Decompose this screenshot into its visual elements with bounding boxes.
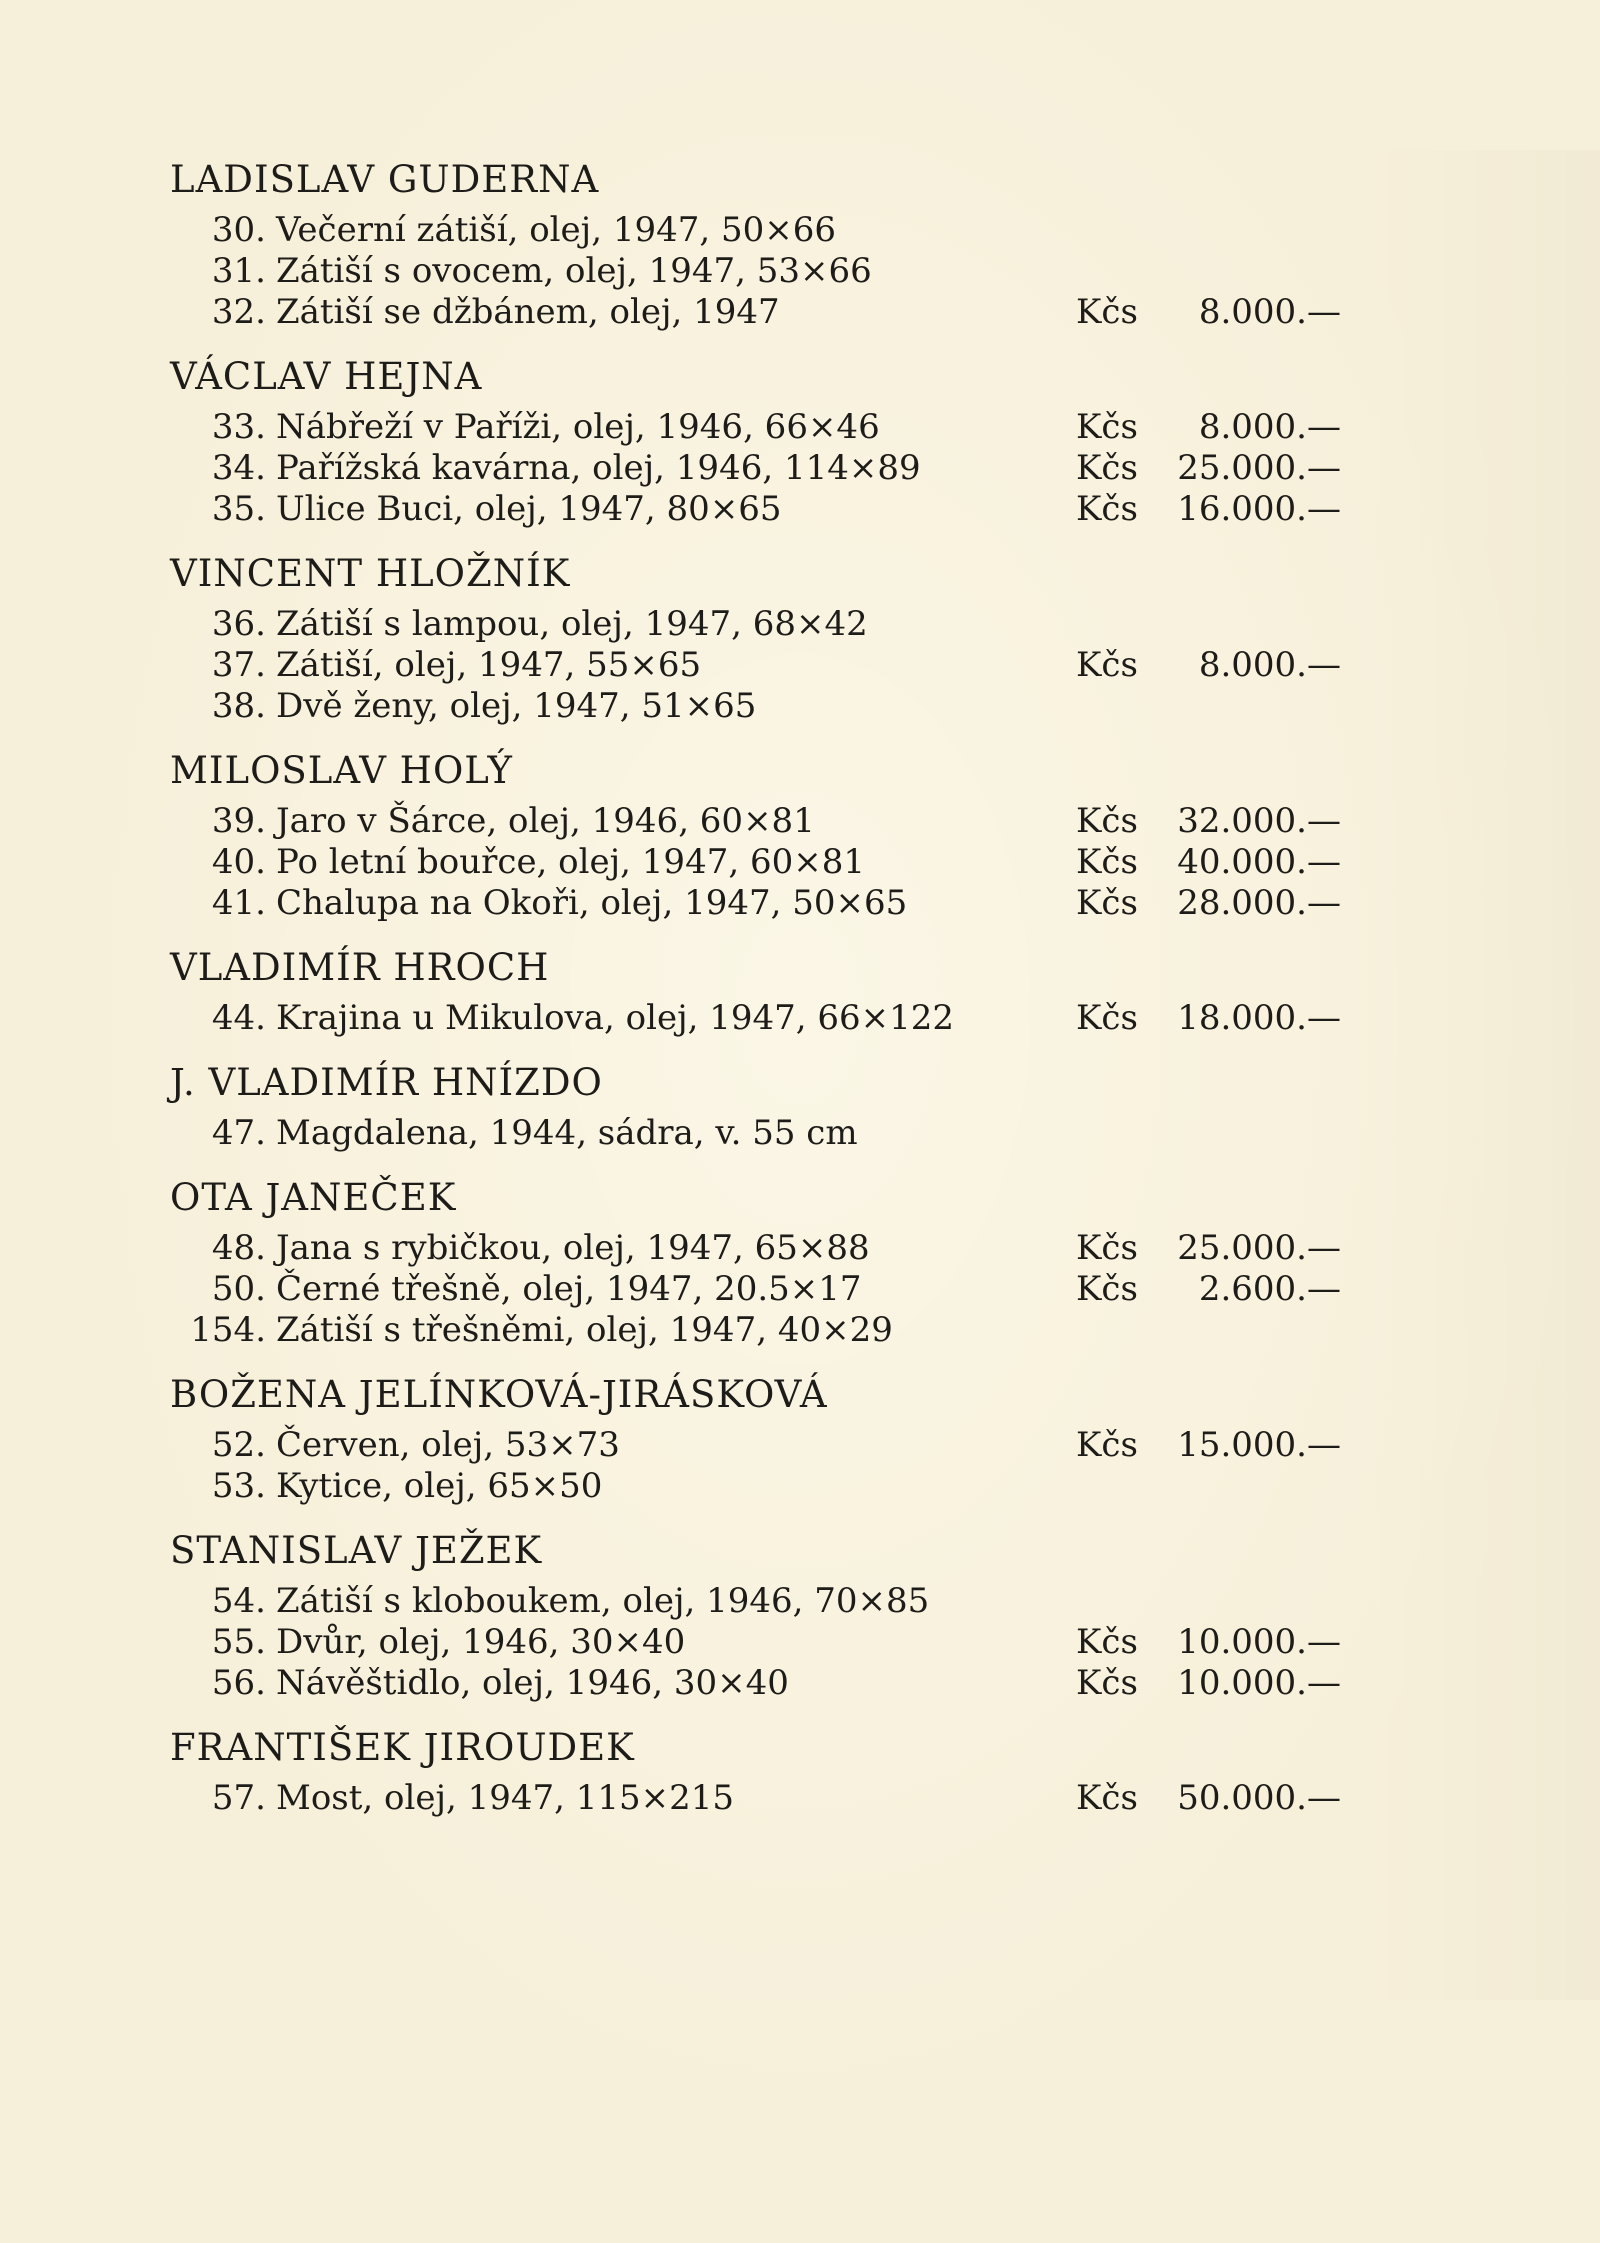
artwork-entry: [190, 1581, 1420, 1622]
artwork-entry: [190, 407, 1420, 448]
artwork-description: Zátiší s třešněmi, olej, 1947, 40×29: [276, 1310, 893, 1350]
price-amount: 8.000.—: [1198, 292, 1341, 332]
artwork-description: Dvě ženy, olej, 1947, 51×65: [276, 686, 757, 726]
artwork-description: Ulice Buci, olej, 1947, 80×65: [276, 489, 782, 529]
catalog-number: 41.: [211, 883, 266, 923]
catalog-number: 44.: [211, 998, 266, 1038]
artwork-description: Most, olej, 1947, 115×215: [276, 1778, 735, 1818]
artwork-description: Dvůr, olej, 1946, 30×40: [276, 1622, 686, 1662]
artwork-entry: [190, 998, 1420, 1039]
price-amount: 2.600.—: [1198, 1269, 1341, 1309]
artwork-description: Magdalena, 1944, sádra, v. 55 cm: [276, 1113, 858, 1153]
catalog-number: 35.: [211, 489, 266, 529]
artwork-list: [170, 604, 1420, 727]
artist-section: [170, 552, 1420, 727]
artwork-entry: [190, 1228, 1420, 1269]
price-amount: 16.000.—: [1177, 489, 1341, 529]
catalog-number: 40.: [211, 842, 266, 882]
price-amount: 32.000.—: [1177, 801, 1341, 841]
artwork-description: Kytice, olej, 65×50: [276, 1466, 603, 1506]
price-amount: 10.000.—: [1177, 1622, 1341, 1662]
artwork-entry: [190, 842, 1420, 883]
artwork-description: Jana s rybičkou, olej, 1947, 65×88: [276, 1228, 870, 1268]
artwork-entry: [190, 1113, 1420, 1154]
catalog-number: 57.: [211, 1778, 266, 1818]
artist-name: VLADIMÍR HROCH: [170, 946, 550, 989]
artwork-description: Černé třešně, olej, 1947, 20.5×17: [276, 1269, 862, 1309]
catalog-number: 47.: [211, 1113, 266, 1153]
price-amount: 25.000.—: [1177, 1228, 1341, 1268]
artwork-entry: [190, 1269, 1420, 1310]
catalog-number: 32.: [211, 292, 266, 332]
artwork-entry: [190, 645, 1420, 686]
artist-section: [170, 1529, 1420, 1704]
artwork-entry: [190, 801, 1420, 842]
catalog-number: 37.: [211, 645, 266, 685]
catalog-number: 34.: [211, 448, 266, 488]
artist-section: [170, 355, 1420, 530]
artwork-description: Po letní bouřce, olej, 1947, 60×81: [276, 842, 865, 882]
artist-section: [170, 749, 1420, 924]
artwork-list: [170, 801, 1420, 924]
catalog-number: 31.: [211, 251, 266, 291]
artwork-description: Návěštidlo, olej, 1946, 30×40: [276, 1663, 789, 1703]
price-amount: 10.000.—: [1177, 1663, 1341, 1703]
artwork-entry: [190, 210, 1420, 251]
catalog-number: 50.: [211, 1269, 266, 1309]
price-currency: Kčs: [1076, 489, 1138, 529]
price-currency: Kčs: [1076, 1228, 1138, 1268]
artwork-description: Zátiší se džbánem, olej, 1947: [276, 292, 780, 332]
catalog-number: 54.: [211, 1581, 266, 1621]
catalog-number: 55.: [211, 1622, 266, 1662]
artist-section: [170, 1726, 1420, 1819]
artwork-list: [170, 1113, 1420, 1154]
price-amount: 40.000.—: [1177, 842, 1341, 882]
artwork-description: Červen, olej, 53×73: [276, 1425, 620, 1465]
artist-name: MILOSLAV HOLÝ: [170, 749, 513, 792]
catalog-number: 30.: [211, 210, 266, 250]
artist-name: VÁCLAV HEJNA: [170, 355, 483, 398]
artist-name: VINCENT HLOŽNÍK: [170, 552, 571, 595]
artist-name: FRANTIŠEK JIROUDEK: [170, 1726, 635, 1769]
artwork-entry: [190, 292, 1420, 333]
artwork-description: Zátiší s lampou, olej, 1947, 68×42: [276, 604, 868, 644]
artwork-description: Krajina u Mikulova, olej, 1947, 66×122: [276, 998, 955, 1038]
artist-section: [170, 1061, 1420, 1154]
price-currency: Kčs: [1076, 645, 1138, 685]
artist-name: STANISLAV JEŽEK: [170, 1529, 543, 1572]
artwork-list: [170, 210, 1420, 333]
artwork-list: [170, 1581, 1420, 1704]
artwork-entry: [190, 1663, 1420, 1704]
artwork-description: Chalupa na Okoři, olej, 1947, 50×65: [276, 883, 908, 923]
price-amount: 18.000.—: [1177, 998, 1341, 1038]
price-amount: 28.000.—: [1177, 883, 1341, 923]
price-currency: Kčs: [1076, 801, 1138, 841]
catalog-number: 48.: [211, 1228, 266, 1268]
price-amount: 15.000.—: [1177, 1425, 1341, 1465]
price-amount: 8.000.—: [1198, 645, 1341, 685]
artwork-description: Pařížská kavárna, olej, 1946, 114×89: [276, 448, 921, 488]
catalog-number: 38.: [211, 686, 266, 726]
artwork-entry: [190, 251, 1420, 292]
catalog-number: 39.: [211, 801, 266, 841]
price-currency: Kčs: [1076, 1269, 1138, 1309]
artwork-list: [170, 998, 1420, 1039]
price-currency: Kčs: [1076, 407, 1138, 447]
artwork-description: Nábřeží v Paříži, olej, 1946, 66×46: [276, 407, 880, 447]
artwork-description: Večerní zátiší, olej, 1947, 50×66: [276, 210, 836, 250]
artwork-description: Zátiší, olej, 1947, 55×65: [276, 645, 702, 685]
artwork-entry: [190, 489, 1420, 530]
catalog-number: 36.: [211, 604, 266, 644]
artwork-entry: [190, 1425, 1420, 1466]
artist-section: [170, 946, 1420, 1039]
catalog-number: 52.: [211, 1425, 266, 1465]
price-currency: Kčs: [1076, 998, 1138, 1038]
artwork-entry: [190, 883, 1420, 924]
artwork-entry: [190, 1466, 1420, 1507]
catalog-number: 33.: [211, 407, 266, 447]
price-currency: Kčs: [1076, 1778, 1138, 1818]
artist-section: [170, 158, 1420, 333]
catalog-number: 53.: [211, 1466, 266, 1506]
artwork-description: Zátiší s ovocem, olej, 1947, 53×66: [276, 251, 872, 291]
artwork-entry: [190, 1778, 1420, 1819]
artwork-description: Zátiší s kloboukem, olej, 1946, 70×85: [276, 1581, 930, 1621]
artwork-entry: [190, 1310, 1420, 1351]
artwork-list: [170, 1425, 1420, 1507]
artwork-entry: [190, 1622, 1420, 1663]
artwork-entry: [190, 604, 1420, 645]
artist-name: J. VLADIMÍR HNÍZDO: [170, 1061, 603, 1104]
artwork-entry: [190, 448, 1420, 489]
artwork-list: [170, 1778, 1420, 1819]
catalog-number: 154.: [190, 1310, 266, 1350]
price-amount: 8.000.—: [1198, 407, 1341, 447]
price-currency: Kčs: [1076, 292, 1138, 332]
price-currency: Kčs: [1076, 1663, 1138, 1703]
artist-section: [170, 1176, 1420, 1351]
artist-name: BOŽENA JELÍNKOVÁ-JIRÁSKOVÁ: [170, 1373, 828, 1416]
price-currency: Kčs: [1076, 448, 1138, 488]
artwork-list: [170, 407, 1420, 530]
price-amount: 25.000.—: [1177, 448, 1341, 488]
artist-name: OTA JANEČEK: [170, 1176, 457, 1219]
artwork-list: [170, 1228, 1420, 1351]
price-currency: Kčs: [1076, 1425, 1138, 1465]
catalog-number: 56.: [211, 1663, 266, 1703]
price-amount: 50.000.—: [1177, 1778, 1341, 1818]
artist-section: [170, 1373, 1420, 1507]
price-currency: Kčs: [1076, 842, 1138, 882]
artwork-entry: [190, 686, 1420, 727]
artwork-description: Jaro v Šárce, olej, 1946, 60×81: [276, 801, 815, 841]
price-currency: Kčs: [1076, 1622, 1138, 1662]
catalog-listing: [170, 158, 1420, 1841]
artist-name: LADISLAV GUDERNA: [170, 158, 600, 201]
price-currency: Kčs: [1076, 883, 1138, 923]
